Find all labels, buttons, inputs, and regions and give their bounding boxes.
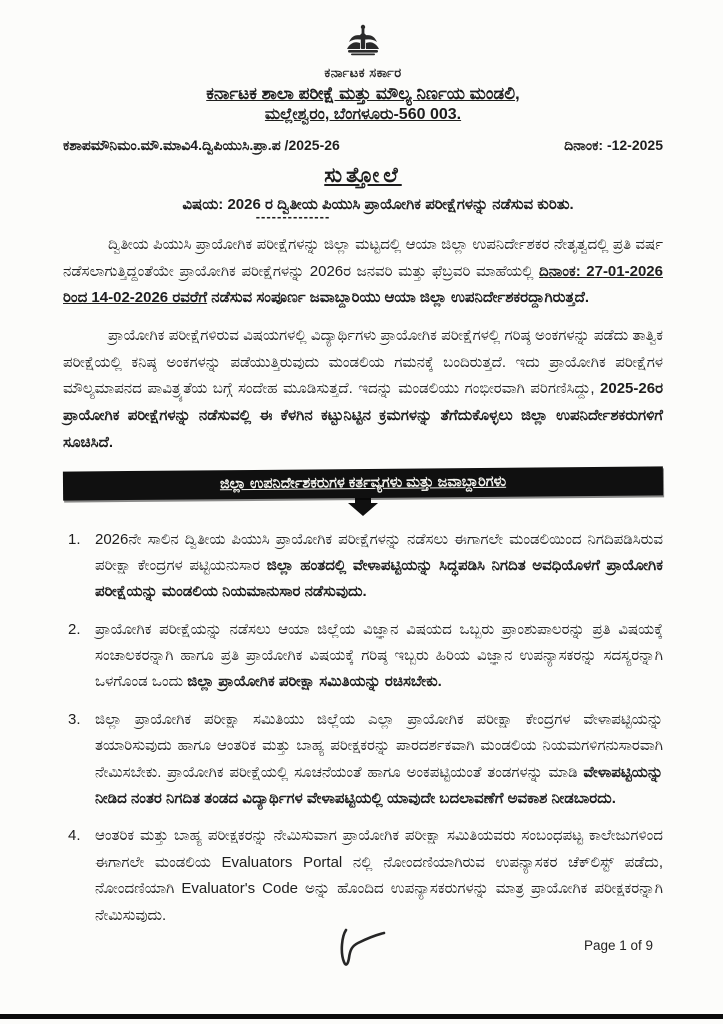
list-item	[63, 527, 663, 606]
list-item-number: 2.	[68, 620, 81, 638]
paragraph-1-bold-tail: ನಡೆಸುವ ಸಂಪೂರ್ಣ ಜವಾಬ್ದಾರಿಯು ಆಯಾ ಜಿಲ್ಲಾ ಉಪನಿರ್ದೇಶಕರದ್ದಾಗಿರುತ್ತದೆ.	[207, 289, 590, 307]
paragraph-2-bold-tail: 2025-26ರ ಪ್ರಾಯೋಗಿಕ ಪರೀಕ್ಷೆಗಳನ್ನು ನಡೆಸುವಲ್ಲಿ ಈ ಕೆಳಗಿನ ಕಟ್ಟುನಿಟ್ಟಿನ ಕ್ರಮಗಳನ್ನು ತೆಗೆದುಕೊಳ್ಳಲು ಜಿಲ್ಲಾ ಉಪನಿರ್ದೇಶಕರುಗಳಿಗೆ ಸೂಚಿಸಿದೆ.	[63, 380, 663, 451]
section-banner	[63, 466, 663, 500]
reference-row	[63, 137, 663, 154]
subject-line: ವಿಷಯ: 2026 ರ ದ್ವಿತೀಯ ಪಿಯುಸಿ ಪ್ರಾಯೋಗಿಕ ಪರೀಕ್ಷೆಗಳನ್ನು ನಡೆಸುವ ಕುರಿತು.	[182, 196, 574, 213]
list-item	[63, 617, 663, 696]
section-banner-text: ಜಿಲ್ಲಾ ಉಪನಿರ್ದೇಶಕರುಗಳ ಕರ್ತವ್ಯಗಳು ಮತ್ತು ಜವಾಬ್ದಾರಿಗಳು	[219, 473, 507, 492]
board-address: ಮಲ್ಲೇಶ್ವರಂ, ಬೆಂಗಳೂರು-560 003.	[264, 106, 462, 123]
page-number: Page 1 of 9	[583, 938, 653, 953]
list-item-number: 1.	[68, 530, 81, 548]
letterhead	[63, 22, 663, 124]
list-item-number: 4.	[68, 827, 81, 845]
list-item-text: 2026ನೇ ಸಾಲಿನ ದ್ವಿತೀಯ ಪಿಯುಸಿ ಪ್ರಾಯೋಗಿಕ ಪರೀಕ್ಷೆಗಳನ್ನು ನಡೆಸಲು ಈಗಾಗಲೇ ಮಂಡಲಿಯಿಂದ ನಿಗದಿಪಡಿಸಿರುವ ಪರೀಕ್ಷಾ ಕೇಂದ್ರಗಳ ಪಟ್ಟಿಯನುಸಾರ ಜಿಲ್ಲಾ ಹಂತದಲ್ಲಿ ವೇಳಾಪಟ್ಟಿಯನ್ನು ಸಿದ್ಧಪಡಿಸಿ ನಿಗದಿತ ಅವಧಿಯೊಳಗೆ ಪ್ರಾಯೋಗಿಕ ಪರೀಕ್ಷೆಯನ್ನು ಮಂಡಲಿಯ ನಿಯಮಾನುಸಾರ ನಡೆಸುವುದು.	[95, 530, 663, 601]
list-item-number: 3.	[68, 710, 81, 728]
paragraph-2	[63, 323, 663, 456]
paragraph-1-date-range: ದಿನಾಂಕ: 27-01-2026 ರಿಂದ 14-02-2026 ರವರೆಗೆ	[63, 262, 663, 307]
board-name: ಕರ್ನಾಟಕ ಶಾಲಾ ಪರೀಕ್ಷೆ ಮತ್ತು ಮೌಲ್ಯ ನಿರ್ಣಯ ಮಂಡಲಿ,	[206, 84, 520, 103]
reference-date: ದಿನಾಂಕ: -12-2025	[564, 137, 663, 153]
list-item-text: ಜಿಲ್ಲಾ ಪ್ರಾಯೋಗಿಕ ಪರೀಕ್ಷಾ ಸಮಿತಿಯು ಜಿಲ್ಲೆಯ ಎಲ್ಲಾ ಪ್ರಾಯೋಗಿಕ ಪರೀಕ್ಷಾ ಕೇಂದ್ರಗಳ ವೇಳಾಪಟ್ಟಿಯನ್ನು ತಯಾರಿಸುವುದು ಹಾಗೂ ಆಂತರಿಕ ಮತ್ತು ಬಾಹ್ಯ ಪರೀಕ್ಷಕರನ್ನು ಪಾರದರ್ಶಕವಾಗಿ ಮಂಡಲಿಯ ನಿಯಮಗಳಿಗನುಸಾರವಾಗಿ ನೇಮಿಸಬೇಕು. ಪ್ರಾಯೋಗಿಕ ಪರೀಕ್ಷೆಯಲ್ಲಿ ಸೂಚನೆಯಂತೆ ಹಾಗೂ ಅಂಕಪಟ್ಟಿಯಂತೆ ತಂಡಗಳನ್ನು ಮಾಡಿ ವೇಳಾಪಟ್ಟಿಯನ್ನು ನೀಡಿದ ನಂತರ ನಿಗದಿತ ತಂಡದ ವಿದ್ಯಾರ್ಥಿಗಳ ವೇಳಾಪಟ್ಟಿಯಲ್ಲಿ ಯಾವುದೇ ಬದಲಾವಣೆಗೆ ಅವಕಾಶ ನೀಡಬಾರದು.	[95, 710, 663, 808]
list-item-text: ಪ್ರಾಯೋಗಿಕ ಪರೀಕ್ಷೆಯನ್ನು ನಡೆಸಲು ಆಯಾ ಜಿಲ್ಲೆಯ ವಿಜ್ಞಾನ ವಿಷಯದ ಒಬ್ಬರು ಪ್ರಾಂಶುಪಾಲರನ್ನು ಪ್ರತಿ ವಿಷಯಕ್ಕೆ ಸಂಚಾಲಕರನ್ನಾಗಿ ಹಾಗೂ ಪ್ರತಿ ಪ್ರಾಯೋಗಿಕ ವಿಷಯಕ್ಕೆ ಗರಿಷ್ಠ ಇಬ್ಬರು ಹಿರಿಯ ವಿಜ್ಞಾನ ಉಪನ್ಯಾಸಕರನ್ನು ಸದಸ್ಯರನ್ನಾಗಿ ಒಳಗೊಂಡ ಒಂದು ಜಿಲ್ಲಾ ಪ್ರಾಯೋಗಿಕ ಪರೀಕ್ಷಾ ಸಮಿತಿಯನ್ನು ರಚಿಸಬೇಕು.	[95, 620, 663, 691]
subject-divider: --------------	[255, 209, 331, 224]
reference-number: ಕಶಾಪಮೌನಿಮಂ.ಮೌ.ಮಾವಿ4.ದ್ವಿಪಿಯುಸಿ.ಪ್ರಾ.ಪ /2025-26	[63, 137, 340, 153]
list-item-text: ಆಂತರಿಕ ಮತ್ತು ಬಾಹ್ಯ ಪರೀಕ್ಷಕರನ್ನು ನೇಮಿಸುವಾಗ ಪ್ರಾಯೋಗಿಕ ಪರೀಕ್ಷಾ ಸಮಿತಿಯವರು ಸಂಬಂಧಪಟ್ಟ ಕಾಲೇಜುಗಳಿಂದ ಈಗಾಗಲೇ ಮಂಡಲಿಯ Evaluators Portal ನಲ್ಲಿ ನೋಂದಣಿಯಾಗಿರುವ ಉಪನ್ಯಾಸಕರ ಚೆಕ್‌ಲಿಸ್ಟ್ ಪಡೆದು, ನೋಂದಣಿಯಾಗಿ Evaluator's Code ಅನ್ನು ಹೊಂದಿದ ಉಪನ್ಯಾಸಕರುಗಳನ್ನು ಮಾತ್ರ ಪ್ರಾಯೋಗಿಕ ಪರೀಕ್ಷಕರನ್ನಾಗಿ ನೇಮಿಸುವುದು.	[95, 827, 663, 924]
circular-title: ಸುತ್ತೋಲೆ	[324, 164, 402, 187]
paragraph-1	[63, 232, 663, 312]
paragraph-2-text: ಪ್ರಾಯೋಗಿಕ ಪರೀಕ್ಷೆಗಳಿರುವ ವಿಷಯಗಳಲ್ಲಿ ವಿದ್ಯಾರ್ಥಿಗಳು ಪ್ರಾಯೋಗಿಕ ಪರೀಕ್ಷೆಗಳಲ್ಲಿ ಗರಿಷ್ಠ ಅಂಕಗಳನ್ನು ಪಡೆದು ತಾತ್ವಿಕ ಪರೀಕ್ಷೆಯಲ್ಲಿ ಕನಿಷ್ಠ ಅಂಕಗಳನ್ನು ಪಡೆಯುತ್ತಿರುವುದು ಮಂಡಲಿಯ ಗಮನಕ್ಕೆ ಬಂದಿರುತ್ತದೆ. ಇದು ಪ್ರಾಯೋಗಿಕ ಪರೀಕ್ಷೆಗಳ ಮೌಲ್ಯಮಾಪನದ ಪಾವಿತ್ರ್ಯತೆಯ ಬಗ್ಗೆ ಸಂದೇಹ ಮೂಡಿಸುತ್ತದೆ. ಇದನ್ನು ಮಂಡಲಿಯು ಗಂಭೀರವಾಗಿ ಪರಿಗಣಿಸಿದ್ದು,	[63, 327, 663, 398]
list-item	[63, 823, 663, 929]
scan-edge-line	[0, 1014, 723, 1019]
signature-mark	[332, 922, 412, 977]
government-name: ಕರ್ನಾಟಕ ಸರ್ಕಾರ	[324, 65, 402, 80]
list-item	[63, 707, 663, 813]
karnataka-government-emblem-icon	[343, 22, 383, 58]
paragraph-1-text: ದ್ವಿತೀಯ ಪಿಯುಸಿ ಪ್ರಾಯೋಗಿಕ ಪರೀಕ್ಷೆಗಳನ್ನು ಜಿಲ್ಲಾ ಮಟ್ಟದಲ್ಲಿ ಆಯಾ ಜಿಲ್ಲಾ ಉಪನಿರ್ದೇಶಕರ ನೇತೃತ್ವದಲ್ಲಿ ಪ್ರತಿ ವರ್ಷ ನಡೆಸಲಾಗುತ್ತಿದ್ದಂತೆಯೇ ಪ್ರಾಯೋಗಿಕ ಪರೀಕ್ಷೆಗಳನ್ನು 2026ರ ಜನವರಿ ಮತ್ತು ಫೆಬ್ರವರಿ ಮಾಹೆಯಲ್ಲಿ	[63, 236, 663, 280]
duties-list	[63, 527, 663, 929]
